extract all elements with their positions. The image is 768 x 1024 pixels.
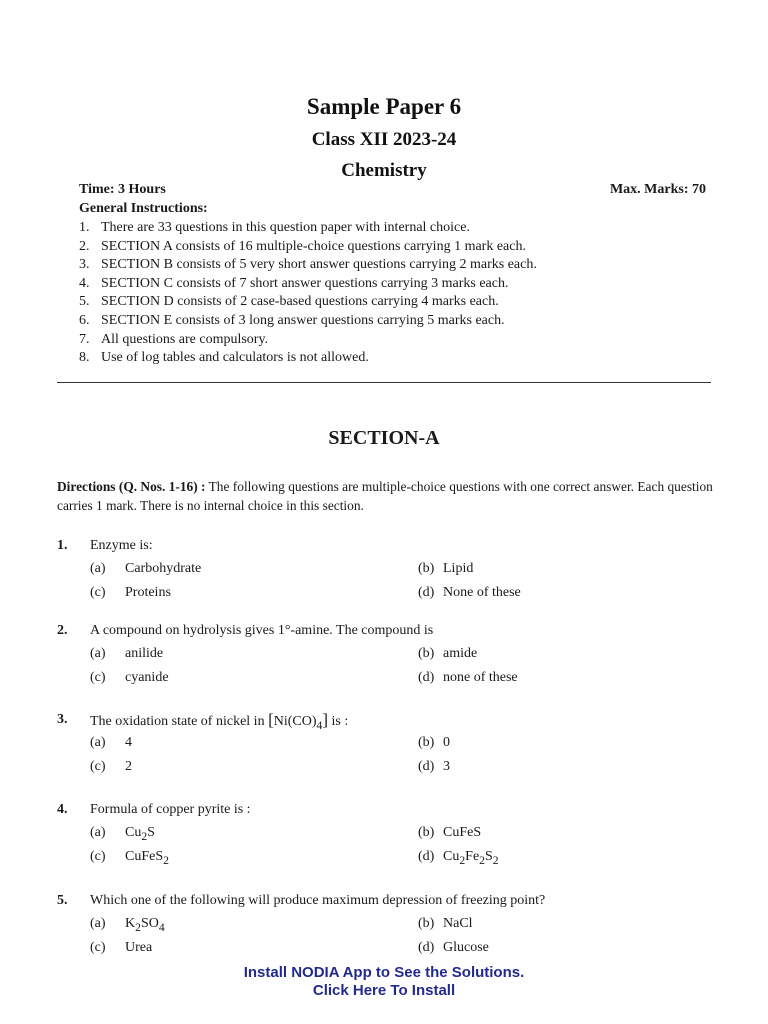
instruction-item: 4. SECTION C consists of 7 short answer questions carrying 3 marks each. <box>79 275 509 291</box>
question-number: 2. <box>57 623 68 638</box>
paper-title: Sample Paper 6 <box>306 94 462 119</box>
option-c: (c) Proteins <box>90 585 171 600</box>
option-d: (d) None of these <box>418 585 521 600</box>
question-4 <box>57 799 717 869</box>
section-directions <box>57 477 717 515</box>
section-heading: SECTION-A <box>328 427 440 449</box>
question-number: 5. <box>57 893 68 908</box>
option-a: (a) 4 <box>90 735 132 750</box>
question-1 <box>57 535 717 605</box>
option-d: (d) none of these <box>418 670 518 685</box>
install-app-link[interactable]: Install NODIA App to See the Solutions. <box>243 964 525 981</box>
question-3 <box>57 709 717 779</box>
instruction-item: 2. SECTION A consists of 16 multiple-choice questions carrying 1 mark each. <box>79 238 526 254</box>
class-line: Class XII 2023-24 <box>311 129 457 150</box>
question-text: A compound on hydrolysis gives 1°-amine. The compound is <box>90 623 434 638</box>
instruction-item: 7. All questions are compulsory. <box>79 331 269 347</box>
general-instructions-heading: General Instructions: <box>79 201 208 216</box>
option-b: (b) NaCl <box>418 916 473 931</box>
question-text: Which one of the following will produce maximum depression of freezing point? <box>90 893 546 908</box>
option-d: (d) 3 <box>418 759 450 774</box>
instruction-item: 1. There are 33 questions in this question paper with internal choice. <box>79 220 470 235</box>
option-c: (c) 2 <box>90 759 132 774</box>
question-number: 3. <box>57 712 68 727</box>
divider-line <box>57 382 711 383</box>
option-c: (c) CuFeS$_2$ <box>90 849 169 867</box>
option-b: (b) 0 <box>418 735 450 750</box>
directions-text: The following questions are multiple-choice questions with one correct answer. Each question carries 1 mark. There is no internal choice in this section. <box>57 479 713 513</box>
instructions-list <box>79 219 719 368</box>
question-number: 4. <box>57 802 68 817</box>
option-c: (c) cyanide <box>90 670 169 685</box>
question-text: Enzyme is: <box>90 538 153 553</box>
option-b: (b) amide <box>418 646 478 661</box>
option-b: (b) CuFeS <box>418 825 482 840</box>
option-d: (d) $Cu_2Fe_2S_2$ <box>418 849 499 867</box>
instruction-item: 3. SECTION B consists of 5 very short answer questions carrying 2 marks each. <box>79 257 537 273</box>
subject-title: Chemistry <box>341 160 427 181</box>
time-label: Time: 3 Hours <box>79 182 166 197</box>
option-d: (d) Glucose <box>418 940 489 955</box>
question-number: 1. <box>57 538 68 553</box>
option-a: (a) anilide <box>90 646 164 661</box>
instruction-item: 5. SECTION D consists of 2 case-based questions carrying 4 marks each. <box>79 294 499 310</box>
click-to-install-link[interactable]: Click Here To Install <box>312 982 456 999</box>
instruction-item: 8. Use of log tables and calculators is not allowed. <box>79 350 369 366</box>
directions-lead: Directions (Q. Nos. 1-16) : <box>57 479 206 494</box>
max-marks-label: Max. Marks: 70 <box>609 182 706 197</box>
question-5 <box>57 890 717 960</box>
question-text: Formula of copper pyrite is : <box>90 802 251 817</box>
option-a: (a) Carbohydrate <box>90 561 202 576</box>
question-text: The oxidation state of nickel in $[Ni(CO)_4]$ is : <box>90 710 349 732</box>
instruction-item: 6. SECTION E consists of 3 long answer questions carrying 5 marks each. <box>79 312 505 328</box>
option-a: (a) $K_2SO_4$ <box>90 916 165 934</box>
option-c: (c) Urea <box>90 940 153 955</box>
option-b: (b) Lipid <box>418 561 474 576</box>
question-2 <box>57 620 717 690</box>
option-a: (a) $Cu_2S$ <box>90 825 155 843</box>
